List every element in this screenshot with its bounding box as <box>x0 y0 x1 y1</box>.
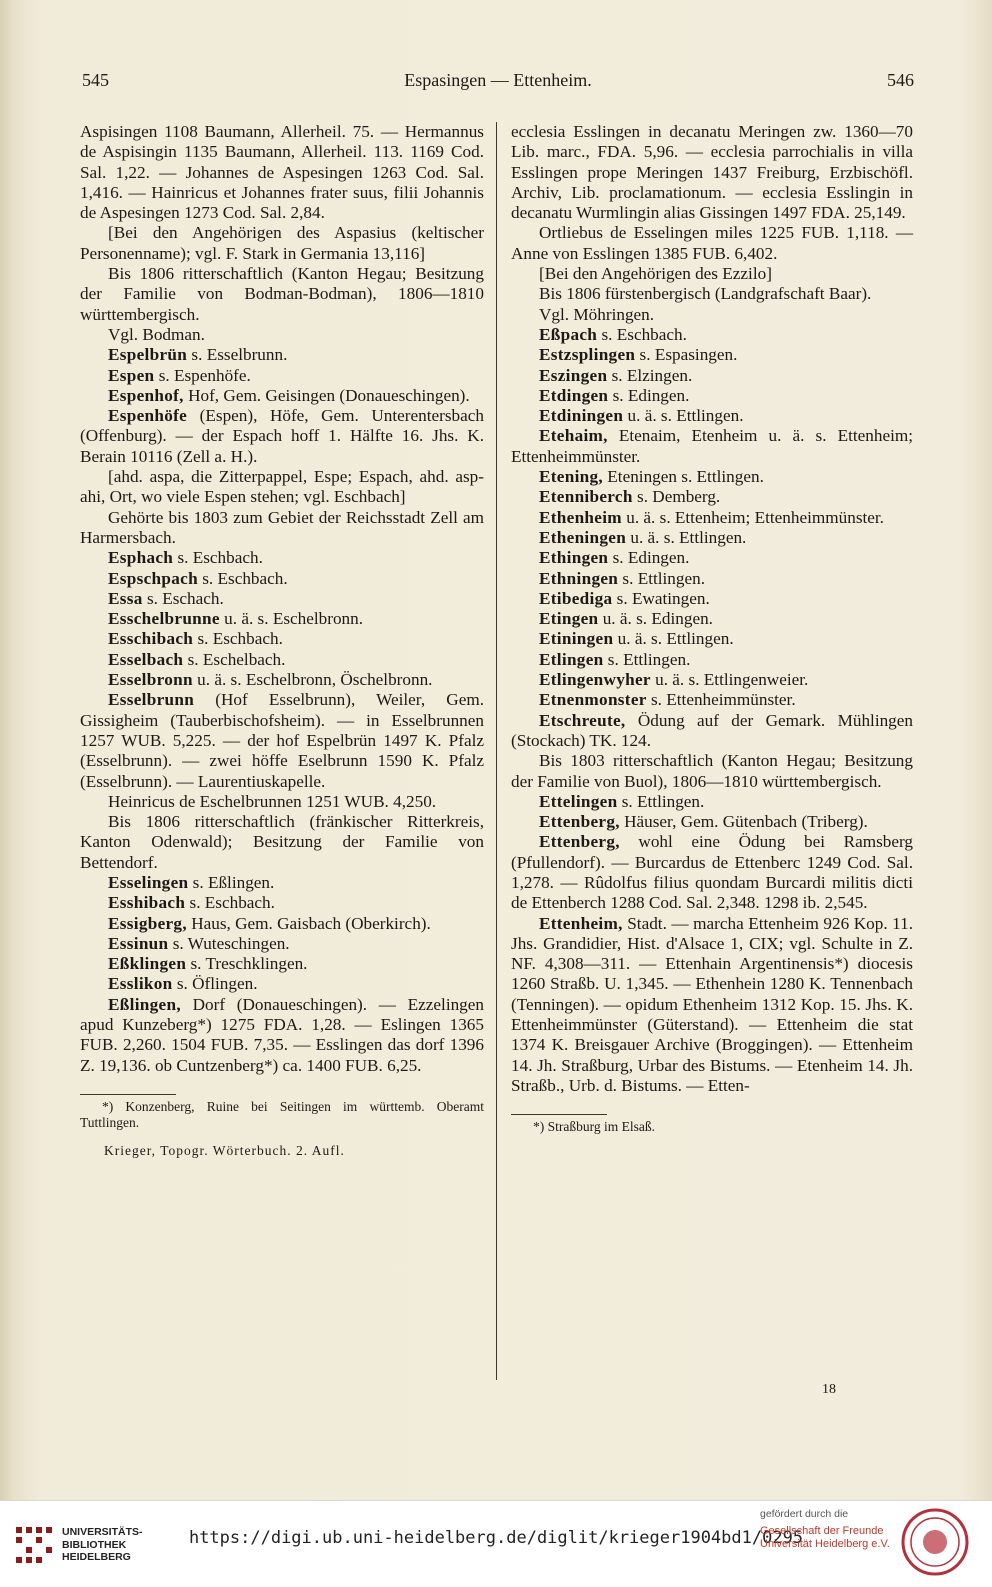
entry-text: s. Esselbrunn. <box>191 345 288 365</box>
right-column <box>511 122 913 1135</box>
entry-lemma: Etnenmonster <box>539 690 647 710</box>
dictionary-entry <box>511 366 913 386</box>
entry-text: s. Eschbach. <box>197 629 283 649</box>
entry-text: u. ä. s. Ettlingen. <box>617 629 734 649</box>
entry-text: s. Eschelbach. <box>187 649 286 669</box>
entry-text: wohl eine Ödung bei Ramsberg (Pfullendorf). — Burcardus de Ettenberc 1249 Cod. Sal. 1,278. — Rûdolfus filius quondam Burcardi militis dicti de Ettenberch 1288 Cod. Sal. 2,348. 1298 ib. 2,545. <box>511 832 913 913</box>
dictionary-entry <box>80 548 484 568</box>
dictionary-entry <box>511 569 913 589</box>
dictionary-entry <box>511 548 913 568</box>
entry-lemma: Eßpach <box>539 324 598 344</box>
entry-text: s. Eschach. <box>146 588 224 608</box>
dictionary-entry <box>511 386 913 406</box>
entry-text: [Bei den Angehörigen des Aspasius (keltischer Personenname); vgl. F. Stark in Germania 13,116] <box>80 223 484 263</box>
entry-text: u. ä. s. Edingen. <box>602 609 713 629</box>
entry-lemma: Ettenberg, <box>539 832 620 852</box>
entry-text: Ortliebus de Esselingen miles 1225 FUB. 1,118. — Anne von Esslingen 1385 FUB. 6,402. <box>511 223 913 263</box>
entry-lemma: Etschreute, <box>539 710 626 730</box>
entry-text: s. Edingen. <box>612 385 690 405</box>
entry-text: Ödung auf der Gemark. Mühlingen (Stockach) TK. 124. <box>511 710 913 750</box>
entry-text: Bis 1803 ritterschaftlich (Kanton Hegau; Besitzung der Familie von Buol), 1806—1810 württembergisch. <box>511 751 913 791</box>
entry-text: (Espen), Höfe, Gem. Unterentersbach (Offenburg). — der Espach hoff 1. Hälfte 16. Jhs. K. Berain 10116 (Zell a. H.). <box>80 406 484 466</box>
column-divider <box>496 122 497 1380</box>
entry-text: s. Demberg. <box>637 487 721 507</box>
entry-lemma: Etheningen <box>539 527 627 547</box>
entry-text: u. ä. s. Ettlingenweier. <box>655 670 809 690</box>
entry-text: s. Ettlingen. <box>622 568 706 588</box>
page-number-left: 545 <box>82 70 109 90</box>
signature-number: 18 <box>822 1382 836 1397</box>
entry-text: Etenaim, Etenheim u. ä. s. Ettenheim; Ettenheimmünster. <box>511 426 914 466</box>
society-name[interactable]: Gesellschaft der Freunde Universität Heidelberg e.V. <box>760 1525 890 1550</box>
entry-lemma: Esschelbrunne <box>108 609 220 629</box>
dictionary-entry <box>80 670 484 690</box>
entry-text: s. Eßlingen. <box>192 872 275 892</box>
entry-lemma: Essa <box>108 588 143 608</box>
entry-lemma: Etdiningen <box>539 406 624 426</box>
entry-lemma: Espen <box>108 365 155 385</box>
entry-lemma: Esselbronn <box>108 670 193 690</box>
entry-text: Bis 1806 ritterschaftlich (Kanton Hegau; Besitzung der Familie von Bodman-Bodman), 1806—1810 württembergisch. <box>80 264 484 324</box>
entry-text: s. Öflingen. <box>176 974 258 994</box>
dictionary-entry <box>511 508 913 528</box>
entry-lemma: Etlingenwyher <box>539 670 651 690</box>
dictionary-entry <box>80 934 484 954</box>
entry-paragraph <box>511 264 913 284</box>
dictionary-entry <box>511 650 913 670</box>
dictionary-entry <box>80 690 484 791</box>
entry-text: Hof, Gem. Geisingen (Donaueschingen). <box>188 385 470 405</box>
entry-text: s. Eschbach. <box>601 324 687 344</box>
entry-lemma: Ethningen <box>539 568 619 588</box>
dictionary-entry <box>511 670 913 690</box>
entry-paragraph <box>511 284 913 304</box>
entry-lemma: Esselingen <box>108 872 189 892</box>
footnote-rule <box>80 1094 176 1095</box>
entry-text: Eteningen s. Ettlingen. <box>607 467 764 487</box>
footnote: *) Straßburg im Elsaß. <box>533 1119 655 1135</box>
entry-text: u. ä. s. Ettlingen. <box>630 527 747 547</box>
dictionary-entry <box>511 467 913 487</box>
entry-text: s. Edingen. <box>612 548 690 568</box>
entry-text: [Bei den Angehörigen des Ezzilo] <box>539 264 772 284</box>
entry-paragraph <box>80 122 484 223</box>
dictionary-entry <box>80 893 484 913</box>
entry-paragraph <box>80 467 484 508</box>
entry-text: s. Elzingen. <box>611 365 693 385</box>
entry-text: s. Wuteschingen. <box>172 933 290 953</box>
dictionary-entry <box>511 629 913 649</box>
entry-lemma: Esshibach <box>108 893 186 913</box>
entry-paragraph <box>80 223 484 264</box>
entry-lemma: Esslikon <box>108 974 173 994</box>
entry-lemma: Espenhöfe <box>108 406 188 426</box>
entry-lemma: Etibediga <box>539 588 613 608</box>
entry-paragraph <box>511 122 913 223</box>
dictionary-entry <box>511 812 913 832</box>
entry-text: u. ä. s. Eschelbronn, Öschelbronn. <box>197 670 433 690</box>
entry-text: u. ä. s. Ettenheim; Ettenheimmünster. <box>626 507 884 527</box>
dictionary-entry <box>80 609 484 629</box>
entry-text: Gehörte bis 1803 zum Gebiet der Reichsstadt Zell am Harmersbach. <box>80 507 484 547</box>
entry-text: s. Eschbach. <box>202 568 288 588</box>
dictionary-entry <box>511 609 913 629</box>
dictionary-entry <box>511 426 913 467</box>
entry-paragraph <box>511 751 913 792</box>
dictionary-entry <box>80 366 484 386</box>
entry-lemma: Esphach <box>108 548 174 568</box>
viewer-footer <box>0 1500 992 1587</box>
signature-line: Krieger, Topogr. Wörterbuch. 2. Aufl. <box>104 1142 345 1158</box>
entry-lemma: Espenhof, <box>108 385 184 405</box>
dictionary-entry <box>511 528 913 548</box>
dictionary-entry <box>511 487 913 507</box>
entry-paragraph <box>80 812 484 873</box>
entry-text: Bis 1806 fürstenbergisch (Landgrafschaft Baar). <box>539 284 872 304</box>
entry-lemma: Essigberg, <box>108 913 187 933</box>
entry-lemma: Etenniberch <box>539 487 633 507</box>
entry-text: Stadt. — marcha Ettenheim 926 Kop. 11. Jhs. Grandidier, Hist. d'Alsace 1, CIX; vgl. Schulte in Z. NF. 4,308—311. — Ettenhain Argentinensis*) diocesis 1260 Straßb. U. 1,345. — Ethenhein 1280 K. Tennenbach (Tenningen). — opidum Ethenheim 1312 Kop. 15. Jhs. K. Ettenheimmünster (Güterstand). — Ettenheim die stat 1374 K. Breisgauer Archive (Broggingen). — Ettenheim 14. Jh. Straßburg, Urbar des Bistums. — Etenheim 14. Jh. Straßb., Urb. d. Bistums. — Etten- <box>511 913 913 1095</box>
dictionary-entry <box>80 954 484 974</box>
entry-text: Dorf (Donaueschingen). — Ezzelingen apud Kunzeberg*) 1275 FDA. 1,28. — Eslingen 1365 FUB. 2,260. 1504 FUB. 7,35. — Esslingen das dorf 1396 Z. 19,136. ob Cuntzenberg*) ca. 1400 FUB. 6,25. <box>80 994 484 1075</box>
entry-paragraph <box>80 264 484 325</box>
entry-text: s. Ettlingen. <box>621 791 705 811</box>
dictionary-entry <box>80 569 484 589</box>
library-name: UNIVERSITÄTS- BIBLIOTHEK HEIDELBERG <box>62 1526 143 1563</box>
dictionary-entry <box>511 406 913 426</box>
entry-paragraph <box>511 305 913 325</box>
entry-paragraph <box>80 325 484 345</box>
entry-text: Heinricus de Eschelbrunnen 1251 WUB. 4,250. <box>108 791 437 811</box>
entry-text: s. Espenhöfe. <box>158 365 251 385</box>
entry-paragraph <box>80 792 484 812</box>
entry-text: [ahd. aspa, die Zitterpappel, Espe; Espach, ahd. asp-ahi, Ort, wo viele Espen stehen; vgl. Eschbach] <box>80 467 484 507</box>
dictionary-entry <box>80 974 484 994</box>
entry-lemma: Eßklingen <box>108 954 187 974</box>
dictionary-entry <box>80 386 484 406</box>
page-number-right: 546 <box>887 70 914 90</box>
entry-text: Vgl. Bodman. <box>108 324 205 344</box>
dictionary-entry <box>511 589 913 609</box>
entry-lemma: Etingen <box>539 609 599 629</box>
entry-lemma: Ettenberg, <box>539 812 620 832</box>
dictionary-entry <box>80 345 484 365</box>
entry-text: s. Ewatingen. <box>616 588 710 608</box>
entry-lemma: Eßlingen, <box>108 994 181 1014</box>
entry-text: u. ä. s. Eschelbronn. <box>224 609 364 629</box>
entry-text: Haus, Gem. Gaisbach (Oberkirch). <box>191 913 431 933</box>
entry-lemma: Etdingen <box>539 385 609 405</box>
entry-lemma: Ettenheim, <box>539 913 623 933</box>
entry-lemma: Esselbrunn <box>108 690 195 710</box>
dictionary-entry <box>80 995 484 1076</box>
entry-lemma: Etiningen <box>539 629 614 649</box>
entry-lemma: Estzsplingen <box>539 345 636 365</box>
entry-text: Bis 1806 ritterschaftlich (fränkischer Ritterkreis, Kanton Odenwald); Besitzung der Familie von Bettendorf. <box>80 812 484 872</box>
entry-text: (Hof Esselbrunn), Weiler, Gem. Gissigheim (Tauberbischofsheim). — in Esselbrunnen 1257 WUB. 5,225. — der hof Espelbrün 1497 K. Pfalz (Esselbrunn). — zwei höffe Eselbrunn 1590 K. Pfalz (Esselbrunn). — Laurentiuskapelle. <box>80 690 485 791</box>
funded-by-label: gefördert durch die <box>760 1508 849 1520</box>
entry-text: Aspisingen 1108 Baumann, Allerheil. 75. — Hermannus de Aspisingin 1135 Baumann, Allerheil. 113. 1169 Cod. Sal. 1,22. — Johannes de Aspesingen 1263 Cod. Sal. 1,416. — Hainricus et Johannes frater suus, filii Johannis de Aspesingen 1273 Cod. Sal. 2,84. <box>80 122 484 223</box>
university-seal-icon[interactable] <box>900 1507 970 1577</box>
entry-text: s. Espasingen. <box>639 345 738 365</box>
entry-text: Häuser, Gem. Gütenbach (Triberg). <box>624 812 868 832</box>
entry-text: s. Ettlingen. <box>607 649 691 669</box>
entry-lemma: Eszingen <box>539 365 608 385</box>
entry-text: ecclesia Esslingen in decanatu Meringen zw. 1360—70 Lib. marc., FDA. 5,96. — ecclesia parrochialis in villa Esslingen prope Meringen 1437 Freiburg, Erzbischöfl. Archiv, Lib. proclamationum. — ecclesia Esslingin in decanatu Wurmlingin alias Gissingen 1497 FDA. 25,149. <box>511 122 913 223</box>
entry-text: Vgl. Möhringen. <box>539 304 655 324</box>
entry-lemma: Etehaim, <box>539 426 608 446</box>
footnote: *) Konzenberg, Ruine bei Seitingen im württemb. Oberamt Tuttlingen. <box>80 1098 484 1130</box>
entry-text: s. Ettenheimmünster. <box>650 690 796 710</box>
entry-text: s. Treschklingen. <box>190 954 308 974</box>
permalink-url[interactable]: https://digi.ub.uni-heidelberg.de/diglit/krieger1904bd1/0295 <box>188 1528 804 1548</box>
dictionary-entry <box>511 914 913 1097</box>
entry-text: s. Eschbach. <box>189 893 275 913</box>
entry-lemma: Esschibach <box>108 629 194 649</box>
entry-lemma: Ethenheim <box>539 507 622 527</box>
entry-lemma: Essinun <box>108 933 169 953</box>
dictionary-entry <box>511 832 913 913</box>
left-column <box>80 122 484 1161</box>
dictionary-entry <box>80 873 484 893</box>
entry-paragraph <box>511 223 913 264</box>
dictionary-entry <box>511 325 913 345</box>
dictionary-entry <box>80 406 484 467</box>
dictionary-entry <box>80 650 484 670</box>
entry-lemma: Espelbrün <box>108 345 188 365</box>
dictionary-entry <box>511 792 913 812</box>
dictionary-entry <box>80 914 484 934</box>
dictionary-entry <box>511 690 913 710</box>
dictionary-entry <box>80 629 484 649</box>
entry-lemma: Etening, <box>539 467 603 487</box>
dictionary-entry <box>80 589 484 609</box>
running-header <box>82 70 914 100</box>
entry-lemma: Ethingen <box>539 548 609 568</box>
entry-lemma: Esselbach <box>108 649 184 669</box>
footnote-rule <box>511 1114 607 1115</box>
entry-lemma: Ettelingen <box>539 791 618 811</box>
entry-lemma: Espschpach <box>108 568 198 588</box>
entry-text: u. ä. s. Ettlingen. <box>627 406 744 426</box>
dictionary-entry <box>511 345 913 365</box>
running-title: Espasingen — Ettenheim. <box>404 70 592 90</box>
entry-lemma: Etlingen <box>539 649 604 669</box>
entry-paragraph <box>80 508 484 549</box>
entry-text: s. Eschbach. <box>177 548 263 568</box>
dictionary-entry <box>511 711 913 752</box>
